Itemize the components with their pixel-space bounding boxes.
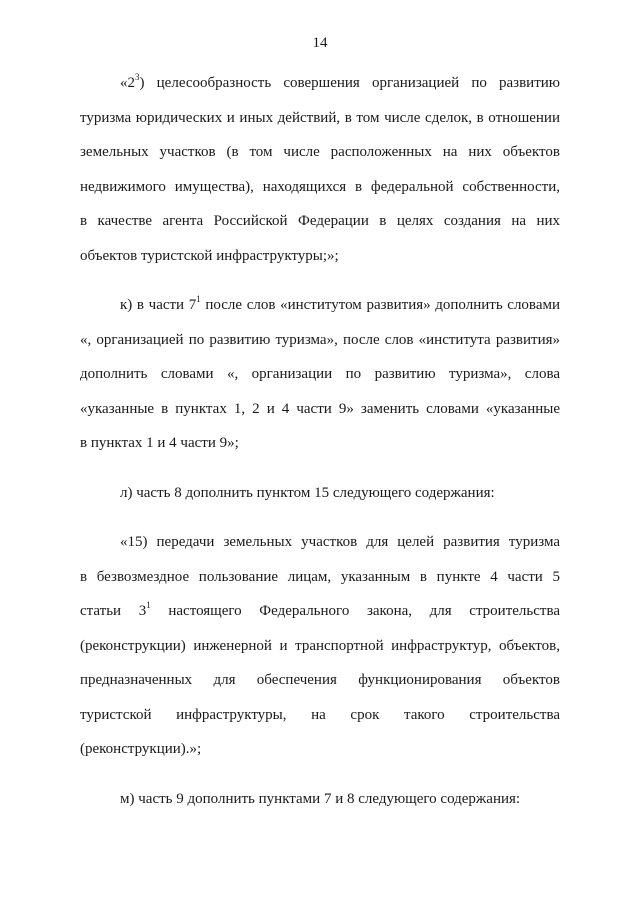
text-line: «$2^3$) целесообразность совершения организацией по развитию — [120, 72, 560, 91]
text-line: в пунктах 1 и 4 части 9»; — [80, 435, 239, 451]
paragraph — [80, 782, 560, 817]
text-line: дополнить словами «, организации по развитию туризма», слова — [80, 366, 560, 382]
paragraph — [80, 66, 560, 273]
text-line: предназначенных для обеспечения функционирования объектов — [80, 672, 560, 688]
text-line: «указанные в пунктах 1, 2 и 4 части 9» заменить словами «указанные — [80, 400, 560, 417]
text-line: «, организацией по развитию туризма», после слов «института развития» — [80, 331, 560, 348]
text-line: (реконструкции) инженерной и транспортной инфраструктур, объектов, — [80, 637, 560, 654]
text-line: земельных участков (в том числе расположенных на них объектов — [80, 144, 560, 160]
paragraph — [80, 288, 560, 461]
text-line: л) часть 8 дополнить пунктом 15 следующего содержания: — [120, 484, 495, 501]
text-line: туризма юридических и иных действий, в том числе сделок, в отношении — [80, 109, 560, 126]
paragraph — [80, 476, 560, 511]
text-line: в безвозмездное пользование лицам, указанным в пункте 4 части 5 — [80, 568, 560, 585]
paragraph — [80, 525, 560, 767]
text-line: недвижимого имущества), находящихся в федеральной собственности, — [80, 178, 560, 195]
text-line: статьи $3^1$ настоящего Федерального закона, для строительства — [80, 600, 560, 619]
text-line: м) часть 9 дополнить пунктами 7 и 8 следующего содержания: — [120, 790, 521, 807]
text-line: в качестве агента Российской Федерации в целях создания на них — [80, 213, 560, 229]
page-number: 14 — [312, 35, 328, 51]
text-line: туристской инфраструктуры, на срок такого строительства — [80, 706, 560, 723]
text-line: объектов туристской инфраструктуры;»; — [80, 247, 339, 264]
text-line: к) в части $7^1$ после слов «институтом развития» дополнить словами — [120, 294, 560, 313]
document-body — [80, 66, 560, 816]
text-line: «15) передачи земельных участков для целей развития туризма — [120, 534, 560, 550]
text-line: (реконструкции).»; — [80, 741, 202, 757]
